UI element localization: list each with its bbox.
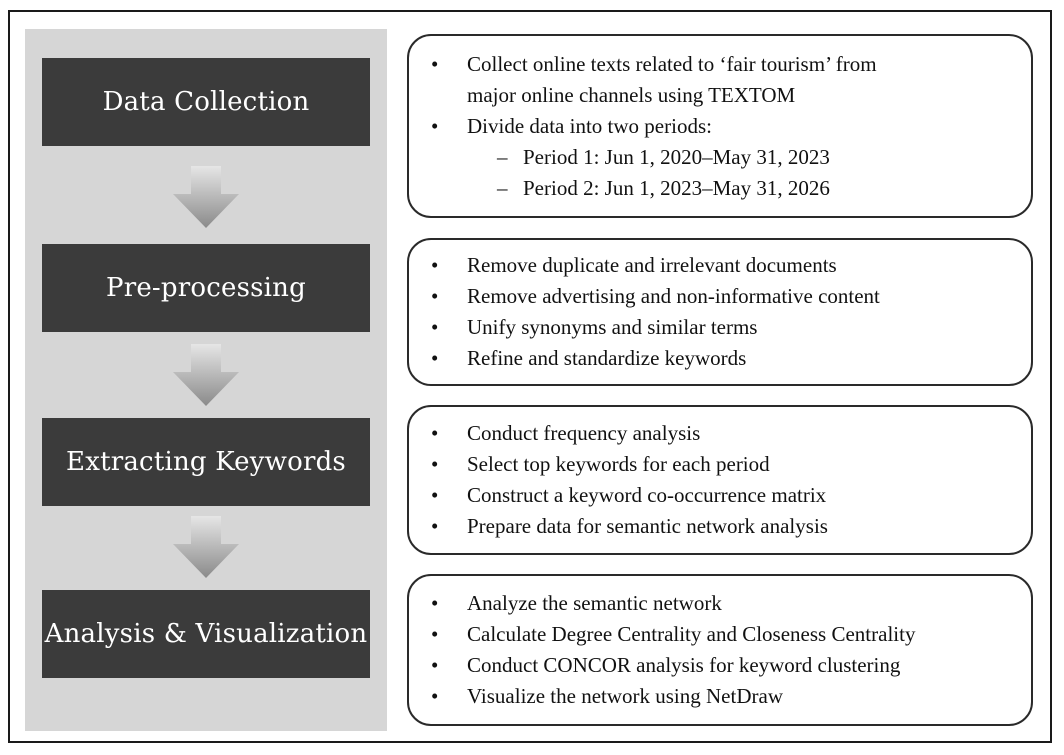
list-item-text: Calculate Degree Centrality and Closeness Centrality <box>467 622 916 646</box>
list-item-text: Visualize the network using NetDraw <box>467 684 783 708</box>
dash-icon: – <box>497 175 508 200</box>
list-item <box>425 250 1017 281</box>
list-item-text: Conduct CONCOR analysis for keyword clustering <box>467 653 901 677</box>
list-item <box>425 111 1017 142</box>
list-item-text: Analyze the semantic network <box>467 591 722 615</box>
list-item <box>425 449 1017 480</box>
pre-processing-details <box>407 238 1033 386</box>
list-item <box>425 588 1017 619</box>
bullet-icon: • <box>431 421 439 445</box>
sub-list-item-text: Period 2: Jun 1, 2023–May 31, 2026 <box>523 175 830 200</box>
list-item <box>425 281 1017 312</box>
down-arrow-icon <box>171 166 241 230</box>
list-item <box>425 619 1017 650</box>
list-item <box>425 312 1017 343</box>
list-item-text: Remove advertising and non-informative content <box>467 284 880 308</box>
list-item-text: Select top keywords for each period <box>467 452 770 476</box>
list-item-text: major online channels using TEXTOM <box>467 82 796 107</box>
list-item <box>425 418 1017 449</box>
bullet-icon: • <box>431 253 439 277</box>
list-item <box>425 480 1017 511</box>
dash-icon: – <box>497 144 508 169</box>
sub-list-item <box>425 173 1017 204</box>
down-arrow-icon <box>171 516 241 580</box>
step-extracting-keywords: Extracting Keywords <box>42 418 370 506</box>
extracting-keywords-details <box>407 405 1033 555</box>
step-pre-processing: Pre-processing <box>42 244 370 332</box>
list-item <box>425 49 1017 80</box>
bullet-icon: • <box>431 684 439 708</box>
bullet-icon: • <box>431 591 439 615</box>
list-item-text: Unify synonyms and similar terms <box>467 315 758 339</box>
sub-list-item-text: Period 1: Jun 1, 2020–May 31, 2023 <box>523 144 830 169</box>
bullet-icon: • <box>431 622 439 646</box>
analysis-visualization-details <box>407 574 1033 726</box>
bullet-icon: • <box>431 284 439 308</box>
bullet-icon: • <box>431 315 439 339</box>
list-item <box>425 650 1017 681</box>
list-item <box>425 511 1017 542</box>
list-item-continuation <box>425 80 1017 111</box>
list-item <box>425 681 1017 712</box>
bullet-icon: • <box>431 483 439 507</box>
list-item-text: Construct a keyword co-occurrence matrix <box>467 483 827 507</box>
list-item-text: Prepare data for semantic network analysis <box>467 514 828 538</box>
bullet-icon: • <box>431 113 439 138</box>
step-analysis-visualization: Analysis & Visualization <box>42 590 370 678</box>
bullet-icon: • <box>431 452 439 476</box>
bullet-icon: • <box>431 346 439 370</box>
list-item-text: Conduct frequency analysis <box>467 421 701 445</box>
list-item-text: Collect online texts related to ‘fair tourism’ from <box>467 51 877 76</box>
data-collection-details <box>407 34 1033 218</box>
bullet-icon: • <box>431 653 439 677</box>
list-item-text: Divide data into two periods: <box>467 113 712 138</box>
step-data-collection: Data Collection <box>42 58 370 146</box>
list-item <box>425 343 1017 374</box>
down-arrow-icon <box>171 344 241 408</box>
list-item-text: Refine and standardize keywords <box>467 346 747 370</box>
bullet-icon: • <box>431 514 439 538</box>
bullet-icon: • <box>431 51 439 76</box>
sub-list-item <box>425 142 1017 173</box>
list-item-text: Remove duplicate and irrelevant documents <box>467 253 837 277</box>
